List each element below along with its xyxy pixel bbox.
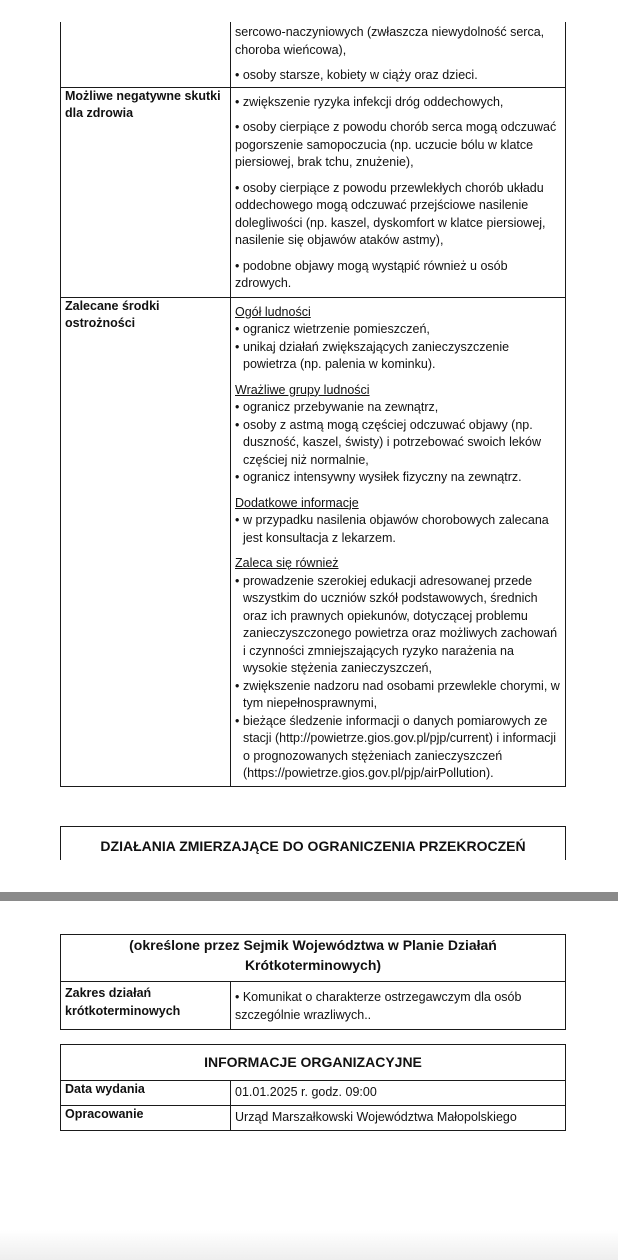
- effects-cell: [231, 87, 566, 297]
- list-item: • ogranicz intensywny wysiłek fizyczny na zewnątrz.: [235, 469, 561, 487]
- row-label: Data wydania: [61, 1081, 231, 1106]
- continuation-cell: [231, 22, 566, 87]
- row-value: 01.01.2025 r. godz. 09:00: [231, 1081, 566, 1106]
- table-row-precautions: [61, 297, 566, 786]
- table-row-subtitle: [61, 935, 566, 982]
- actions-table: [60, 934, 566, 1030]
- row-value: • Komunikat o charakterze ostrzegawczym dla osób szczególnie wrazliwych..: [231, 982, 566, 1030]
- list-item: • unikaj działań zwiększających zanieczyszczenie powietrza (np. palenia w kominku).: [235, 339, 561, 374]
- list-item: • bieżące śledzenie informacji o danych pomiarowych ze stacji (http://powietrze.gios.gov.pl/pjp/current) i informacji o prognozowanych stężeniach zanieczyszczeń (https://powietrze.gios.gov.pl/pjp/airPollution).: [235, 713, 561, 783]
- table-row: [61, 1081, 566, 1106]
- table-row-health-effects: [61, 87, 566, 297]
- effect-item: • osoby cierpiące z powodu chorób serca mogą odczuwać pogorszenie samopoczucia (np. uczucie bólu w klatce piersiowej, brak tchu, znużenie),: [235, 120, 557, 169]
- row-value: Urząd Marszałkowski Województwa Małopolskiego: [231, 1106, 566, 1131]
- list-item: • ogranicz przebywanie na zewnątrz,: [235, 399, 561, 417]
- list-item: • w przypadku nasilenia objawów chorobowych zalecana jest konsultacja z lekarzem.: [235, 512, 561, 547]
- row-label: Zalecane środki ostrożności: [61, 297, 231, 786]
- organizational-info-table: [60, 1044, 566, 1131]
- section-heading: Dodatkowe informacje: [235, 495, 359, 510]
- table-row: [61, 1106, 566, 1131]
- text-line: • osoby starsze, kobiety w ciąży oraz dzieci.: [235, 68, 478, 82]
- effect-item: • osoby cierpiące z powodu przewlekłych chorób układu oddechowego mogą odczuwać przejściowe nasilenie dolegliwości (np. kaszel, dyskomfort w klatce piersiowej, nasilenie się objawów ataków astmy),: [235, 180, 546, 247]
- list-item: • ogranicz wietrzenie pomieszczeń,: [235, 321, 561, 339]
- section-subtitle: (określone przez Sejmik Województwa w Planie Działań Krótkoterminowych): [61, 935, 566, 982]
- effect-item: • podobne objawy mogą wystąpić również u osób zdrowych.: [235, 258, 508, 290]
- bullet-list: [235, 321, 561, 374]
- section-title: DZIAŁANIA ZMIERZAJĄCE DO OGRANICZENIA PRZEKROCZEŃ: [100, 838, 526, 854]
- row-label: Zakres działań krótkoterminowych: [61, 982, 231, 1030]
- section-heading: Ogół ludności: [235, 304, 311, 319]
- health-effects-table: [60, 22, 566, 787]
- page-separator: [0, 892, 618, 901]
- actions-section-header: [60, 826, 566, 860]
- table-row-title: [61, 1045, 566, 1081]
- table-row-continuation: [61, 22, 566, 87]
- effect-item: • zwiększenie ryzyka infekcji dróg oddechowych,: [235, 94, 504, 109]
- row-label: Możliwe negatywne skutki dla zdrowia: [61, 87, 231, 297]
- section-title: INFORMACJE ORGANIZACYJNE: [61, 1045, 566, 1081]
- bottom-edge: [0, 1230, 618, 1260]
- list-item: • zwiększenie nadzoru nad osobami przewlekle chorymi, w tym niepełnosprawnymi,: [235, 678, 561, 713]
- section-heading: Wrażliwe grupy ludności: [235, 382, 370, 397]
- precautions-cell: [231, 297, 566, 786]
- table-row-short-term-actions: [61, 982, 566, 1030]
- text-line: sercowo-naczyniowych (zwłaszcza niewydolność serca, choroba wieńcowa),: [235, 25, 545, 57]
- section-sensitive-groups: [235, 382, 561, 487]
- empty-label-cell: [61, 22, 231, 87]
- section-heading: Zaleca się również: [235, 556, 339, 570]
- bullet-list: [235, 573, 561, 783]
- section-additional-info: [235, 495, 561, 548]
- list-item: • osoby z astmą mogą częściej odczuwać objawy (np. duszność, kaszel, świsty) i potrzebować swoich leków częściej niż normalnie,: [235, 417, 561, 470]
- row-label: Opracowanie: [61, 1106, 231, 1131]
- list-item: • prowadzenie szerokiej edukacji adresowanej przede wszystkim do uczniów szkół podstawowych, średnich oraz ich prawnych opiekunów, dotyczącej problemu zanieczyszczonego powietrza oraz możliwych zachowań i czynności zmniejszających ryzyko narażenia na wysokie stężenia zanieczyszczeń,: [235, 573, 561, 678]
- section-general-public: [235, 304, 561, 374]
- document-page-2: [0, 901, 618, 1260]
- section-also-recommended: [235, 555, 561, 783]
- bullet-list: [235, 399, 561, 487]
- bullet-list: [235, 512, 561, 547]
